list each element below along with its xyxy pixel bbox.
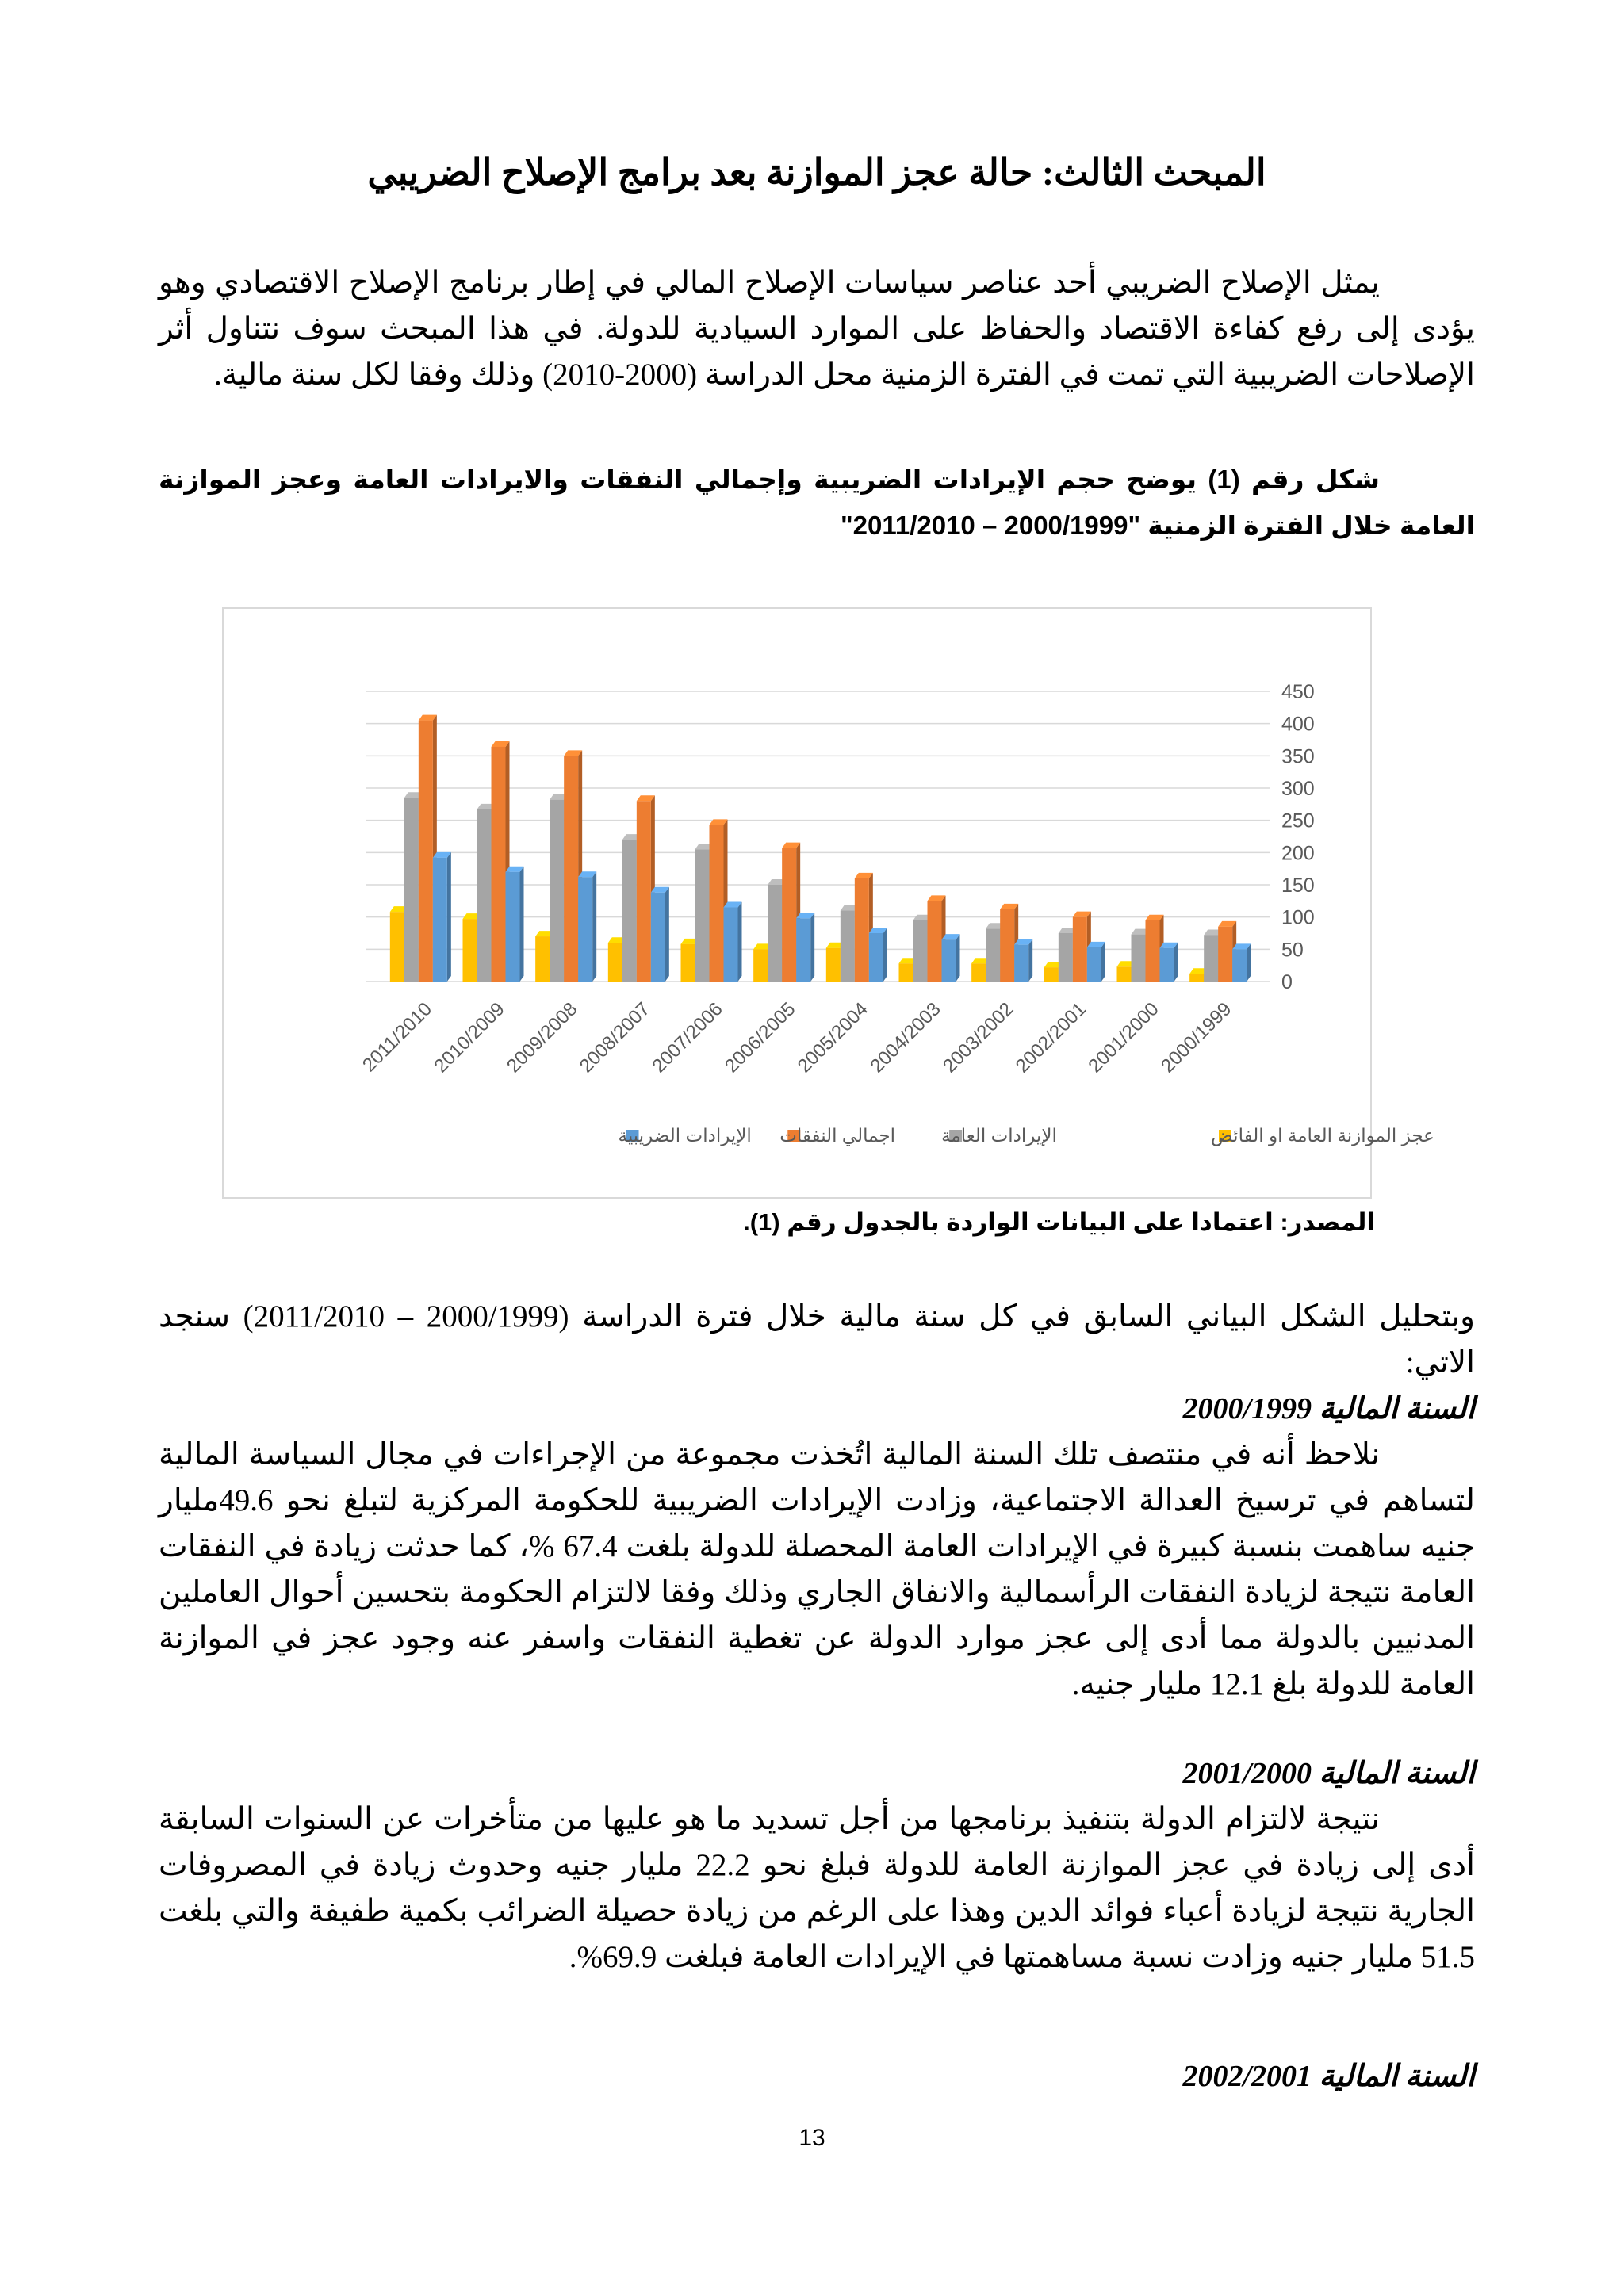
bar-4-2: [506, 867, 524, 982]
x-tick-label: 2008/2007: [575, 998, 655, 1077]
analysis-intro: وبتحليل الشكل البياني السابق في كل سنة مالية خلال فترة الدراسة (2000/1999 – 2011/2010) سنجد الاتي:: [159, 1299, 1475, 1380]
bar-4-6: [796, 913, 814, 982]
legend-label: الإيرادات العامة: [941, 1125, 1057, 1146]
bar-4-8: [942, 934, 960, 982]
chart-legend: [619, 1125, 1434, 1146]
legend-item-4: [619, 1125, 752, 1146]
bar-4-1: [433, 852, 451, 982]
year-text-2001-2000: نتيجة لالتزام الدولة بتنفيذ برنامجها من أجل تسديد ما هو عليها من متأخرات عن السنوات السابقة أدى إلى زيادة في عجز الموازنة العامة للدولة فبلغ نحو 22.2 مليار جنيه وحدوث زيادة في المصروفات الجارية نتيجة لزيادة أعباء فوائد الدين وهذا على الرغم من زيادة حصيلة الضرائب بكمية طفيفة والتي بلغت 51.5 مليار جنيه وزادت نسبة مساهمتها في الإيرادات العامة فبلغت 69.9%.: [159, 1802, 1475, 1974]
x-tick-label: 2006/2005: [721, 998, 800, 1077]
chart-x-ticks: [358, 998, 1235, 1077]
bar-chart: [224, 609, 1434, 1197]
legend-item-3: [779, 1125, 895, 1146]
analysis-block: [159, 1294, 1475, 1708]
x-tick-label: 2011/2010: [358, 998, 437, 1077]
chart-container: [222, 607, 1434, 1199]
year-heading-2000-1999: السنة المالية 2000/1999: [1182, 1392, 1475, 1425]
x-tick-label: 2007/2006: [648, 998, 727, 1077]
bar-4-12: [1232, 943, 1251, 982]
year-heading-2002-2001: السنة المالية 2002/2001: [1182, 2060, 1475, 2093]
x-tick-label: 2004/2003: [866, 998, 945, 1077]
legend-label: عجز الموازنة العامة او الفائض: [1211, 1125, 1434, 1146]
x-tick-label: 2005/2004: [793, 998, 873, 1077]
x-tick-label: 2010/2009: [430, 998, 509, 1077]
section-title: المبحث الثالث: حالة عجز الموازنة بعد برامج الإصلاح الضريبي: [367, 152, 1266, 193]
y-tick-label: 50: [1281, 939, 1304, 962]
y-tick-label: 450: [1281, 681, 1315, 703]
figure-caption: شكل رقم (1) يوضح حجم الإيرادات الضريبية وإجمالي النفقات والايرادات العامة وعجز الموازنة العامة خلال الفترة الزمنية "2000/1999 – 2011/2010": [159, 465, 1475, 540]
y-tick-label: 350: [1281, 745, 1315, 768]
bar-4-7: [869, 928, 887, 982]
page-number: 13: [799, 2125, 825, 2151]
figure-caption-block: [159, 457, 1475, 549]
x-tick-label: 2002/2001: [1011, 998, 1091, 1077]
bar-4-4: [651, 887, 669, 982]
x-tick-label: 2009/2008: [503, 998, 582, 1077]
y-tick-label: 150: [1281, 874, 1315, 897]
intro-paragraph: يمثل الإصلاح الضريبي أحد عناصر سياسات الإصلاح المالي في إطار برنامج الإصلاح الاقتصادي وهو يؤدى إلى رفع كفاءة الاقتصاد والحفاظ على الموارد السيادية للدولة. في هذا المبحث سوف نتناول أثر الإصلاحات الضريبية التي تمت في الفترة الزمنية محل الدراسة (2000-2010) وذلك وفقا لكل سنة مالية.: [159, 266, 1475, 392]
y-tick-label: 400: [1281, 713, 1315, 736]
intro-block: [159, 260, 1475, 398]
year-heading-2001-2000: السنة المالية 2001/2000: [1182, 1757, 1475, 1790]
y-tick-label: 200: [1281, 842, 1315, 865]
legend-label: الإيرادات الضريبية: [618, 1125, 752, 1146]
bar-4-3: [578, 871, 596, 982]
y-tick-label: 300: [1281, 778, 1315, 800]
source-note: المصدر: اعتمادا على البيانات الواردة بالجدول رقم (1).: [743, 1208, 1375, 1236]
chart-bars: [390, 715, 1251, 982]
legend-label: اجمالي النفقات: [779, 1125, 896, 1146]
y-tick-label: 0: [1281, 971, 1293, 993]
y-tick-label: 100: [1281, 906, 1315, 929]
year-block-2002-2001: [159, 2053, 1475, 2099]
bar-4-9: [1014, 939, 1032, 982]
year-block-2001-2000: [159, 1751, 1475, 1980]
legend-item-2: [941, 1125, 1057, 1146]
chart-y-ticks: [1281, 681, 1315, 993]
bar-4-11: [1160, 943, 1178, 982]
bar-4-10: [1087, 942, 1105, 982]
legend-item-1: [1211, 1125, 1434, 1146]
y-tick-label: 250: [1281, 809, 1315, 832]
bar-4-5: [724, 901, 742, 982]
year-text-2000-1999: نلاحظ أنه في منتصف تلك السنة المالية اتُخذت مجموعة من الإجراءات في مجال السياسة المالية لتساهم في ترسيخ العدالة الاجتماعية، وزادت الإيرادات الضريبية للحكومة المركزية لتبلغ نحو 49.6مليار جنيه ساهمت بنسبة كبيرة في الإيرادات العامة المحصلة للدولة بلغت 67.4 %، كما حدثت زيادة في النفقات العامة نتيجة لزيادة النفقات الرأسمالية والانفاق الجاري وذلك وفقا لالتزام الحكومة بتحسين أحوال العاملين المدنيين بالدولة مما أدى إلى عجز موارد الدولة عن تغطية النفقات واسفر عنه وجود عجز في الموازنة العامة للدولة بلغ 12.1 مليار جنيه.: [159, 1437, 1475, 1701]
x-tick-label: 2003/2002: [939, 998, 1018, 1077]
x-tick-label: 2001/2000: [1084, 998, 1163, 1077]
x-tick-label: 2000/1999: [1157, 998, 1236, 1077]
